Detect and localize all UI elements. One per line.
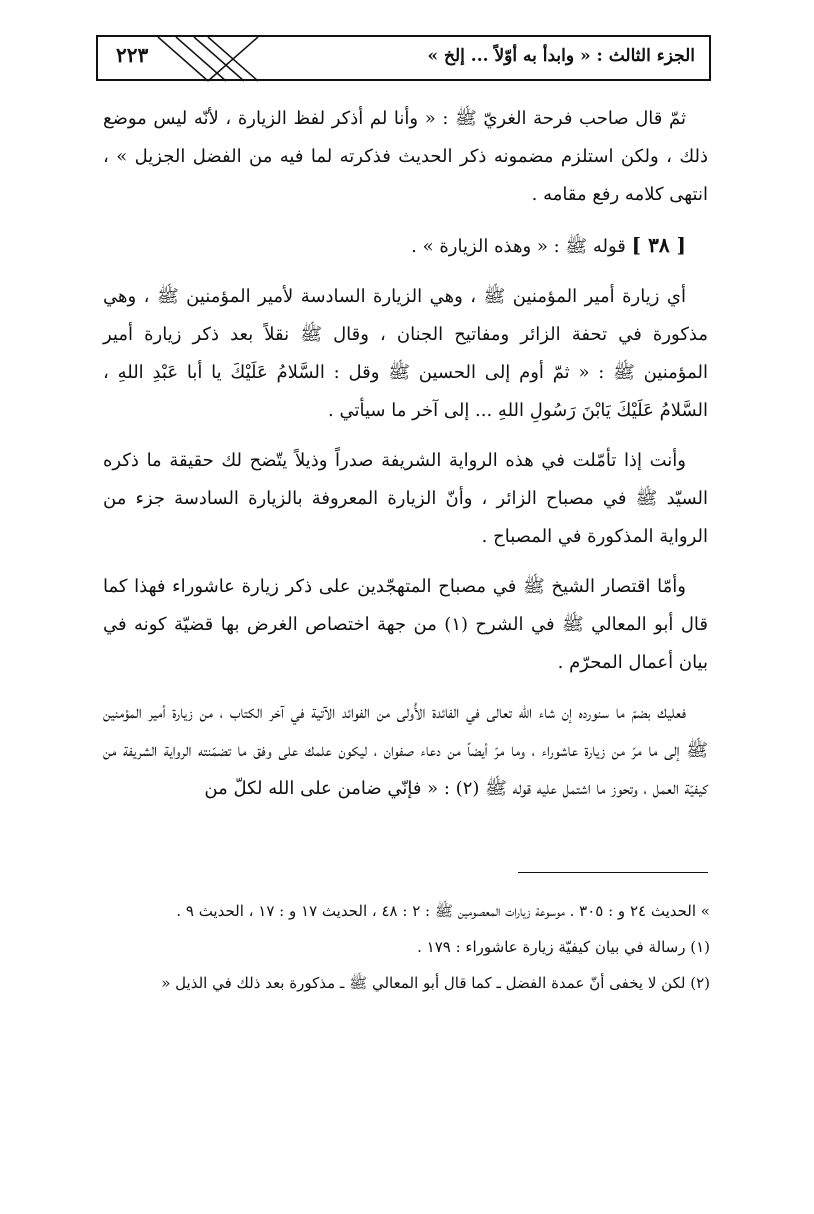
main-text (103, 100, 708, 820)
footnote-2: (٢) لكن لا يخفى أنّ عمدة الفضل ـ كما قال أبو المعالي ﷺ ـ مذكورة بعد ذلك في الذيل « (161, 974, 710, 992)
section-heading: قوله ﷺ : « وهذه الزيارة » . (411, 236, 626, 257)
paragraph-4: وأنت إذا تأمّلت في هذه الرواية الشريفة صدراً وذيلاً يتّضح لك حقيقة ما ذكره السيّد ﷺ في مصباح الزائر ، وأنّ الزيارة المعروفة بالزيارة السادسة جزء من الرواية المذكورة في المصباح . (103, 450, 708, 547)
footnote-separator (518, 872, 708, 873)
running-head: الجزء الثالث : « وابدأ به أوّلاً ... إلخ » (427, 46, 695, 66)
page-header (96, 35, 711, 81)
footnote-1: (١) رسالة في بيان كيفيّة زيارة عاشوراء : ١٧٩ . (417, 938, 710, 956)
paragraph-6: فعليك بضمّ ما سنورده إن شاء الله تعالى في الفائدة الأُولى من الفوائد الآتية في آخر الكتاب ، من زيارة أمير المؤمنين ﷺ إلى ما مرّ من زيارة عاشوراء ، وما مرّ أيضاً من دعاء صفوان ، ليكون علمك على وفق ما تضمّنته الرواية الشريفة من كيفيّة العمل ، وتحوز ما اشتمل عليه قوله ﷺ (٢) : « فإنّي ضامن على الله لكلّ من (103, 702, 708, 799)
section-number: [ ٣٨ ] (631, 233, 686, 257)
paragraph-2 (103, 226, 708, 266)
paragraph-3: أي زيارة أمير المؤمنين ﷺ ، وهي الزيارة السادسة لأمير المؤمنين ﷺ ، وهي مذكورة في تحفة الزائر ومفاتيح الجنان ، وقال ﷺ نقلاً بعد ذكر زيارة أمير المؤمنين ﷺ : « ثمّ أوم إلى الحسين ﷺ وقل : السَّلامُ عَلَيْكَ يا أبا عَبْدِ اللهِ ، السَّلامُ عَلَيْكَ يَابْنَ رَسُولِ اللهِ ... إلى آخر ما سيأتي . (103, 286, 708, 421)
footnotes (80, 895, 710, 1003)
paragraph-5: وأمّا اقتصار الشيخ ﷺ في مصباح المتهجّدين على ذكر زيارة عاشوراء فهذا كما قال أبو المعالي ﷺ في الشرح (١) من جهة اختصاص الغرض بها قضيّة كونه في بيان أعمال المحرّم . (103, 576, 708, 673)
paragraph-1: ثمّ قال صاحب فرحة الغريّ ﷺ : « وأنا لم أذكر لفظ الزيارة ، لأنّه ليس موضع ذلك ، ولكن استلزم مضمونه ذكر الحديث فذكرته لما فيه من الفضل الجزيل » ، انتهى كلامه رفع مقامه . (103, 108, 708, 205)
footnote-continued: » الحديث ٢٤ و : ٣٠٥ . موسوعة زيارات المعصومين ﷺ : ٢ : ٤٨ ، الحديث ١٧ و : ١٧ ، الحديث ٩ . (176, 902, 710, 920)
page-number: ٢٢٣ (116, 43, 149, 67)
